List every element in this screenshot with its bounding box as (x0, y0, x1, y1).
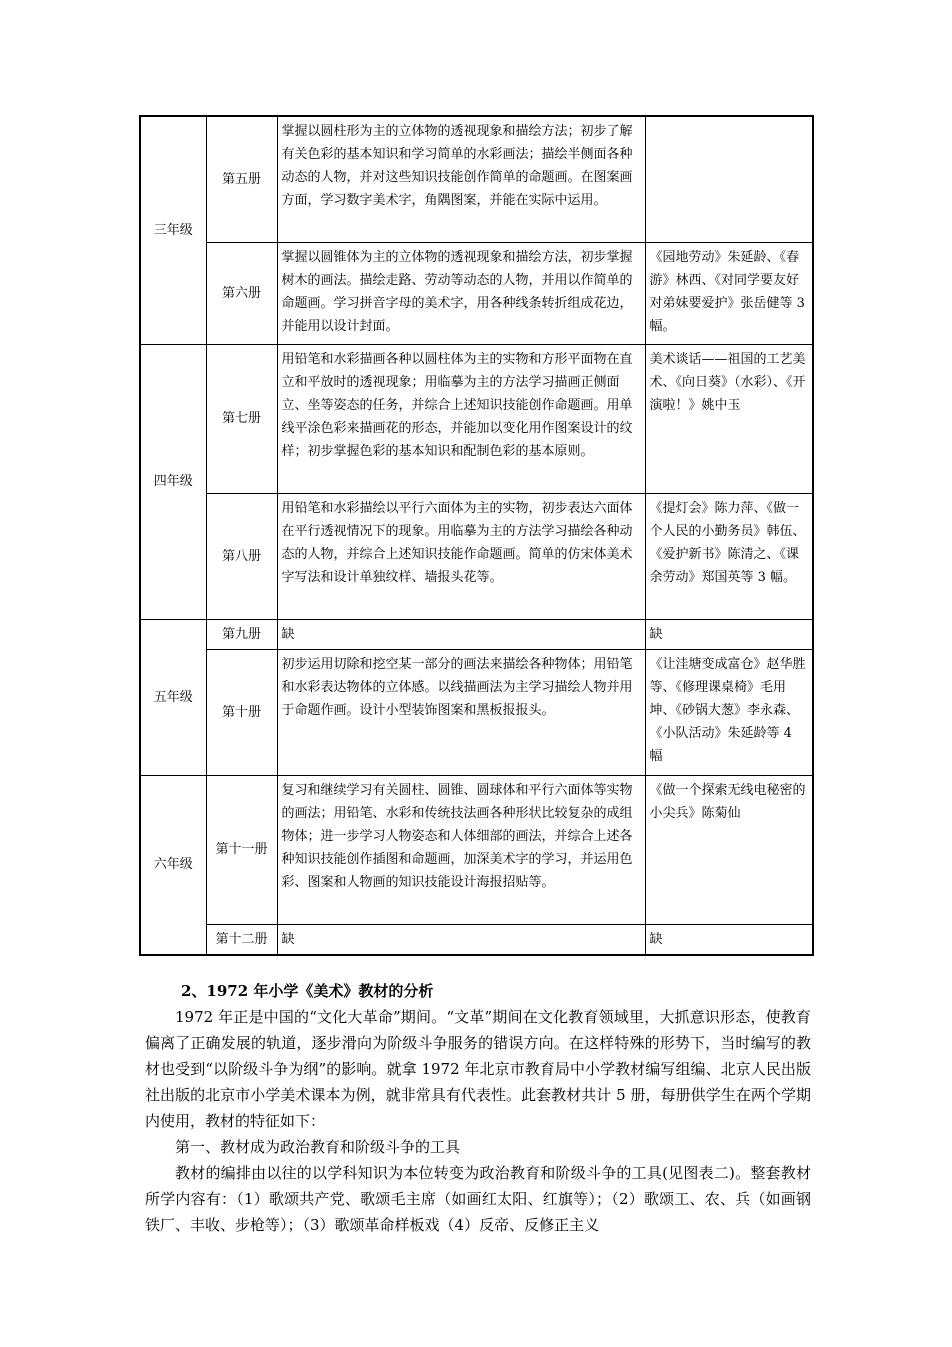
grade-cell: 六年级 (140, 775, 206, 955)
works-cell: 《园地劳动》朱延龄、《春游》林西、《对同学要友好 对弟妹要爱护》张岳健等 3 幅。 (645, 242, 813, 344)
works-cell: 缺 (645, 924, 813, 955)
works-cell (645, 116, 813, 242)
book-cell: 第十二册 (206, 924, 277, 955)
book-cell: 第九册 (206, 619, 277, 649)
content-cell: 初步运用切除和挖空某一部分的画法来描绘各种物体；用铅笔和水彩表达物体的立体感。以线描画法为主学习描绘人物并用于命题作画。设计小型装饰图案和黑板报报头。 (277, 649, 645, 775)
book-cell: 第六册 (206, 242, 277, 344)
works-cell: 美术谈话——祖国的工艺美术、《向日葵》（水彩）、《开演啦！》姚中玉 (645, 344, 813, 493)
content-cell: 用铅笔和水彩描画各种以圆柱体为主的实物和方形平面物在直立和平放时的透视现象；用临摹为主的方法学习描画正侧面立、坐等姿态的任务，并综合上述知识技能创作命题画。用单线平涂色彩来描画花的形态，并能加以变化用作图案设计的纹样；初步掌握色彩的基本知识和配制色彩的基本原则。 (277, 344, 645, 493)
book-cell: 第十一册 (206, 775, 277, 924)
works-cell: 缺 (645, 619, 813, 649)
table-row (140, 619, 813, 649)
book-cell: 第十册 (206, 649, 277, 775)
content-cell: 掌握以圆柱形为主的立体物的透视现象和描绘方法；初步了解有关色彩的基本知识和学习简单的水彩画法；描绘半侧面各种动态的人物，并对这些知识技能创作简单的命题画。在图案画方面，学习数字美术字，角隅图案，并能在实际中运用。 (277, 116, 645, 242)
works-cell: 《让洼塘变成富仓》赵华胜等、《修理课桌椅》毛用坤、《砂锅大葱》李永森、《小队活动》朱延龄等 4 幅 (645, 649, 813, 775)
table-row (140, 242, 813, 344)
article-body (145, 978, 811, 1238)
paragraph: 1972 年正是中国的“文化大革命”期间。“文革”期间在文化教育领域里，大抓意识形态，使教育偏离了正确发展的轨道，逐步滑向为阶级斗争服务的错误方向。在这样特殊的形势下，当时编写的教材也受到“以阶级斗争为纲”的影响。就拿 1972 年北京市教育局中小学教材编写组编、北京人民出版社出版的北京市小学美术课本为例，就非常具有代表性。此套教材共计 5 册，每册供学生在两个学期内使用，教材的特征如下： (145, 1008, 811, 1130)
table-row (140, 775, 813, 924)
table-row (140, 116, 813, 242)
table-row (140, 493, 813, 619)
grade-cell: 四年级 (140, 344, 206, 619)
grade-cell: 三年级 (140, 116, 206, 344)
table-row (140, 649, 813, 775)
book-cell: 第七册 (206, 344, 277, 493)
book-cell: 第五册 (206, 116, 277, 242)
content-cell: 缺 (277, 924, 645, 955)
content-cell: 缺 (277, 619, 645, 649)
paragraph: 教材的编排由以往的以学科知识为本位转变为政治教育和阶级斗争的工具(见图表二)。整套教材所学内容有：（1）歌颂共产党、歌颂毛主席（如画红太阳、红旗等）；（2）歌颂工、农、兵（如画钢铁厂、丰收、步枪等）；（3）歌颂革命样板戏（4）反帝、反修正主义 (145, 1164, 811, 1234)
section-heading: 2、1972 年小学《美术》教材的分析 (181, 982, 434, 1000)
table-row (140, 344, 813, 493)
book-cell: 第八册 (206, 493, 277, 619)
content-cell: 用铅笔和水彩描绘以平行六面体为主的实物，初步表达六面体在平行透视情况下的现象。用临摹为主的方法学习描绘各种动态的人物，并综合上述知识技能作命题画。简单的仿宋体美术字写法和设计单独纹样、墙报头花等。 (277, 493, 645, 619)
works-cell: 《提灯会》陈力萍、《做一个人民的小勤务员》韩伍、《爱护新书》陈清之、《课余劳动》郑国英等 3 幅。 (645, 493, 813, 619)
content-cell: 复习和继续学习有关圆柱、圆锥、圆球体和平行六面体等实物的画法；用铅笔、水彩和传统技法画各种形状比较复杂的成组物体；进一步学习人物姿态和人体细部的画法，并综合上述各种知识技能创作插图和命题画，加深美术字的学习，并运用色彩、图案和人物画的知识技能设计海报招贴等。 (277, 775, 645, 924)
grade-cell: 五年级 (140, 619, 206, 775)
curriculum-table (139, 115, 814, 956)
works-cell: 《做一个探索无线电秘密的小尖兵》陈菊仙 (645, 775, 813, 924)
table-row (140, 924, 813, 955)
paragraph: 第一、教材成为政治教育和阶级斗争的工具 (175, 1138, 461, 1156)
content-cell: 掌握以圆锥体为主的立体物的透视现象和描绘方法，初步掌握树木的画法。描绘走路、劳动等动态的人物，并用以作简单的命题画。学习拼音字母的美术字，用各种线条转折组成花边，并能用以设计封面。 (277, 242, 645, 344)
